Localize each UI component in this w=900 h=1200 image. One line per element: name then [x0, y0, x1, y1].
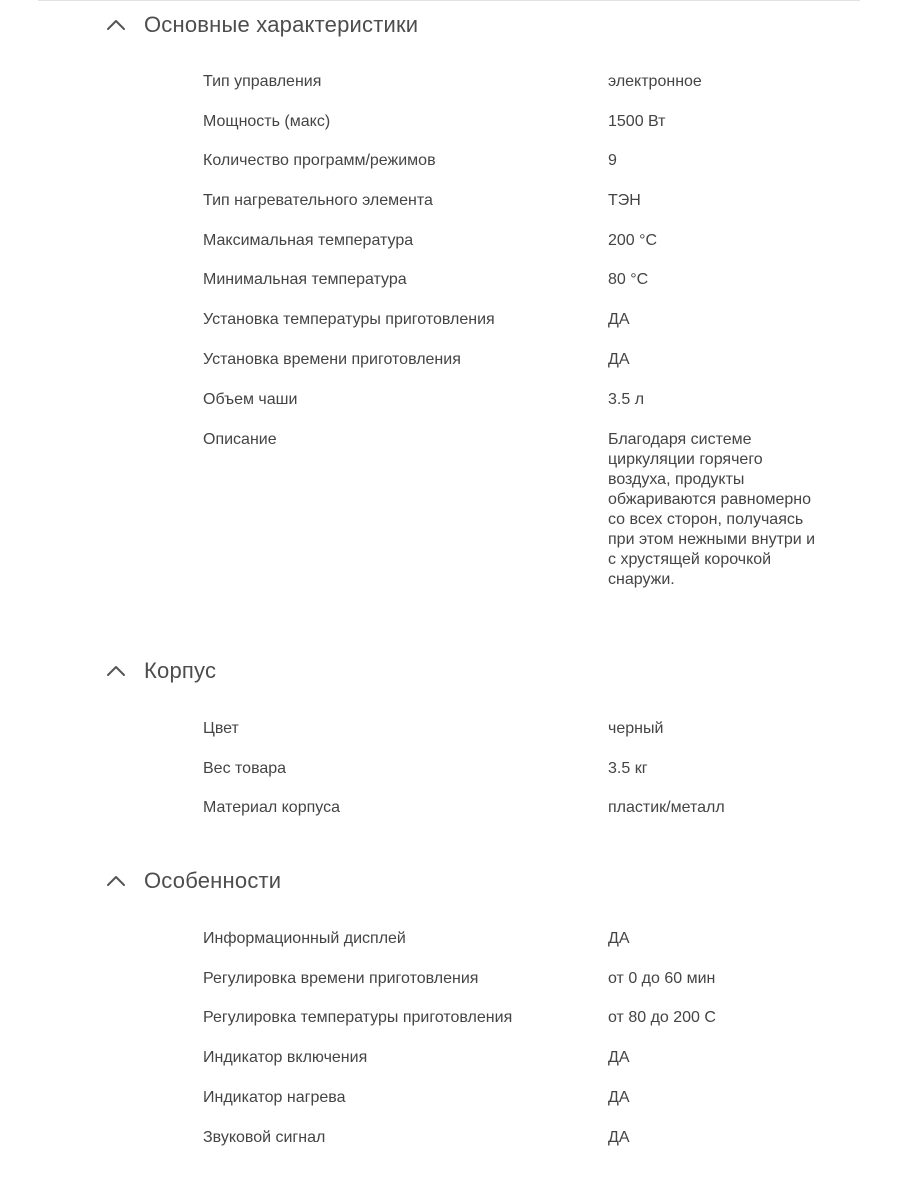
section-title: Основные характеристики [144, 12, 419, 37]
spec-label: Описание [203, 431, 277, 448]
spec-value: 9 [608, 152, 617, 169]
top-divider [38, 0, 860, 1]
spec-value: ДА [608, 311, 630, 328]
spec-label: Звуковой сигнал [203, 1129, 326, 1146]
spec-label: Установка времени приготовления [203, 351, 461, 368]
spec-value-description: Благодаря системе циркуляции горячего воздуха, продукты обжариваются равномерно со всех сторон, получаясь при этом нежными внутри и с хрустящей корочкой снаружи. [608, 431, 816, 588]
spec-label: Индикатор включения [203, 1049, 368, 1066]
spec-label: Индикатор нагрева [203, 1089, 346, 1106]
spec-label: Регулировка температуры приготовления [203, 1009, 513, 1026]
spec-label: Установка температуры приготовления [203, 311, 495, 328]
spec-label: Вес товара [203, 760, 287, 777]
spec-label: Тип управления [203, 73, 322, 90]
section-toggle-main-specs[interactable] [104, 9, 418, 41]
section-title: Корпус [144, 658, 217, 683]
spec-value: электронное [608, 73, 702, 90]
section-toggle-features[interactable] [104, 865, 281, 897]
spec-value: ДА [608, 1129, 630, 1146]
spec-label: Материал корпуса [203, 799, 340, 816]
spec-label: Регулировка времени приготовления [203, 970, 479, 987]
section-title: Особенности [144, 868, 282, 893]
spec-label: Цвет [203, 720, 239, 737]
spec-value: пластик/металл [608, 799, 725, 816]
spec-label: Объем чаши [203, 391, 298, 408]
spec-label: Мощность (макс) [203, 113, 331, 130]
spec-value: 200 °C [608, 232, 658, 249]
spec-value: ДА [608, 351, 630, 368]
spec-label: Тип нагревательного элемента [203, 192, 433, 209]
spec-label: Информационный дисплей [203, 930, 406, 947]
spec-value: 80 °C [608, 271, 649, 288]
spec-value: 3.5 кг [608, 760, 648, 777]
spec-value: от 80 до 200 С [608, 1009, 716, 1026]
spec-value: ДА [608, 930, 630, 947]
spec-label: Максимальная температура [203, 232, 414, 249]
chevron-up-icon [104, 869, 128, 893]
section-toggle-body[interactable] [104, 655, 216, 687]
spec-label: Количество программ/режимов [203, 152, 436, 169]
spec-value: ТЭН [608, 192, 641, 209]
spec-value: 3.5 л [608, 391, 645, 408]
chevron-up-icon [104, 13, 128, 37]
spec-value: ДА [608, 1049, 630, 1066]
spec-value: черный [608, 720, 664, 737]
spec-label: Минимальная температура [203, 271, 407, 288]
spec-value: 1500 Вт [608, 113, 666, 130]
spec-value: от 0 до 60 мин [608, 970, 716, 987]
spec-value: ДА [608, 1089, 630, 1106]
chevron-up-icon [104, 659, 128, 683]
